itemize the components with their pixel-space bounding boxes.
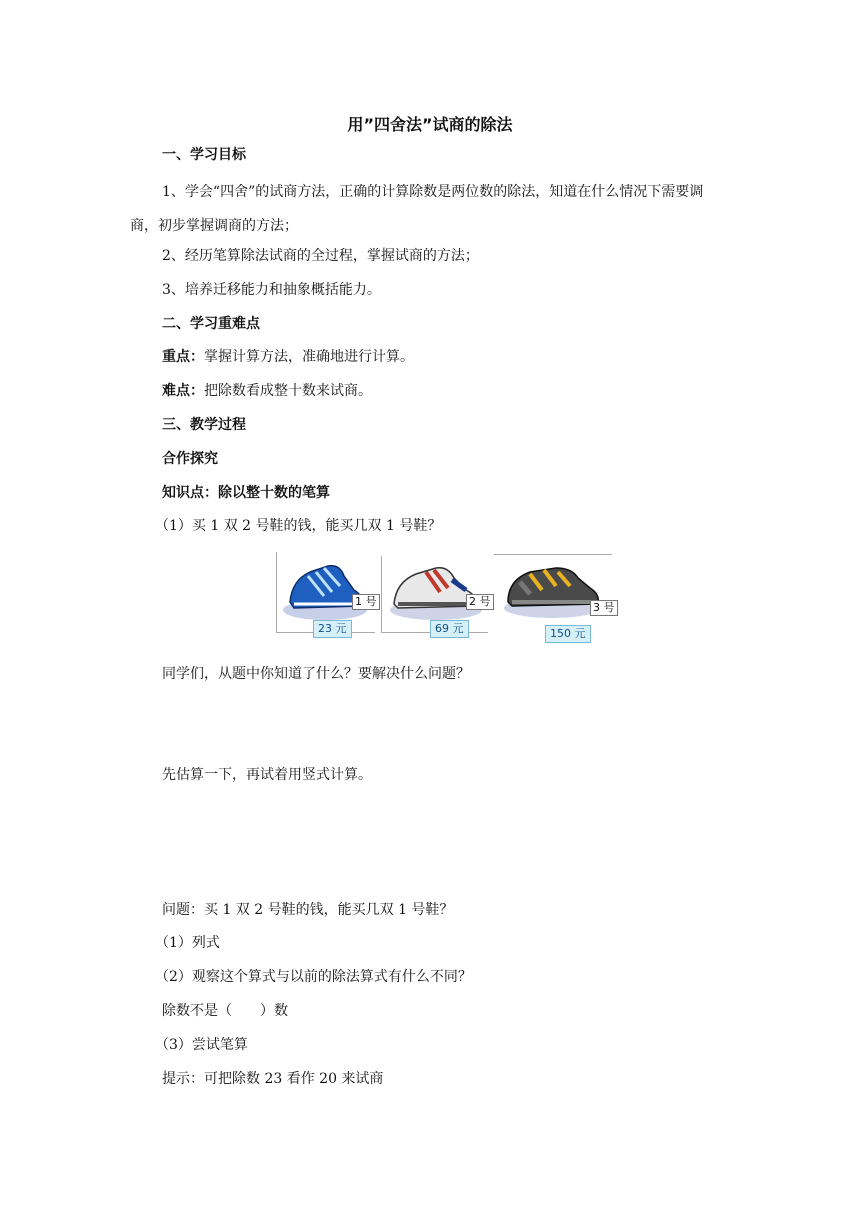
white-shoe-image [386, 556, 486, 624]
blue-shoe-image [280, 552, 370, 624]
key-point [162, 347, 414, 367]
goal-1: 1、学会“四舍”的试商方法，正确的计算除数是两位数的除法，知道在什么情况下需要调商，初步掌握调商的方法； [130, 184, 704, 234]
step-1: （1）列式 [155, 935, 220, 951]
section-heading-process: 三、教学过程 [162, 417, 246, 433]
goal-2: 2、经历笔算除法试商的全过程，掌握试商的方法； [162, 248, 479, 264]
divisor-blank: 除数不是（ ）数 [162, 1003, 288, 1019]
question-1: （1）买 1 双 2 号鞋的钱，能买几双 1 号鞋？ [155, 518, 442, 534]
shoe-size-3: 3 号 [590, 600, 618, 616]
hint: 提示：可把除数 23 看作 20 来试商 [162, 1071, 384, 1087]
step-3: （3）尝试笔算 [155, 1037, 248, 1053]
problem-statement: 问题：买 1 双 2 号鞋的钱，能买几双 1 号鞋？ [162, 902, 454, 918]
key-point-label: 重点： [162, 349, 204, 365]
subheading-knowledge-point: 知识点：除以整十数的笔算 [162, 485, 330, 501]
estimate-instruction: 先估算一下，再试着用竖式计算。 [162, 767, 372, 783]
shoe-price-1: 23 元 [313, 620, 352, 638]
difficult-point [162, 381, 372, 401]
step-2: （2）观察这个算式与以前的除法算式有什么不同？ [155, 969, 472, 985]
shoe-size-2: 2 号 [466, 594, 494, 610]
goal-3: 3、培养迁移能力和抽象概括能力。 [162, 282, 381, 298]
shoe-price-2: 69 元 [430, 620, 469, 638]
key-point-text: 掌握计算方法，准确地进行计算。 [204, 349, 414, 365]
subheading-cooperative: 合作探究 [162, 451, 218, 467]
difficult-point-label: 难点： [162, 383, 204, 399]
difficult-point-text: 把除数看成整十数来试商。 [204, 383, 372, 399]
section-heading-keypoints: 二、学习重难点 [162, 316, 260, 332]
shoe-frame-3 [494, 554, 612, 555]
question-ask: 同学们，从题中你知道了什么？要解决什么问题？ [162, 666, 470, 682]
section-heading-goals: 一、学习目标 [162, 147, 246, 163]
page-title: 用”四舍法”试商的除法 [347, 115, 513, 134]
dark-shoe-image [500, 560, 604, 622]
shoe-size-1: 1 号 [352, 594, 380, 610]
shoe-price-3: 150 元 [545, 625, 591, 643]
